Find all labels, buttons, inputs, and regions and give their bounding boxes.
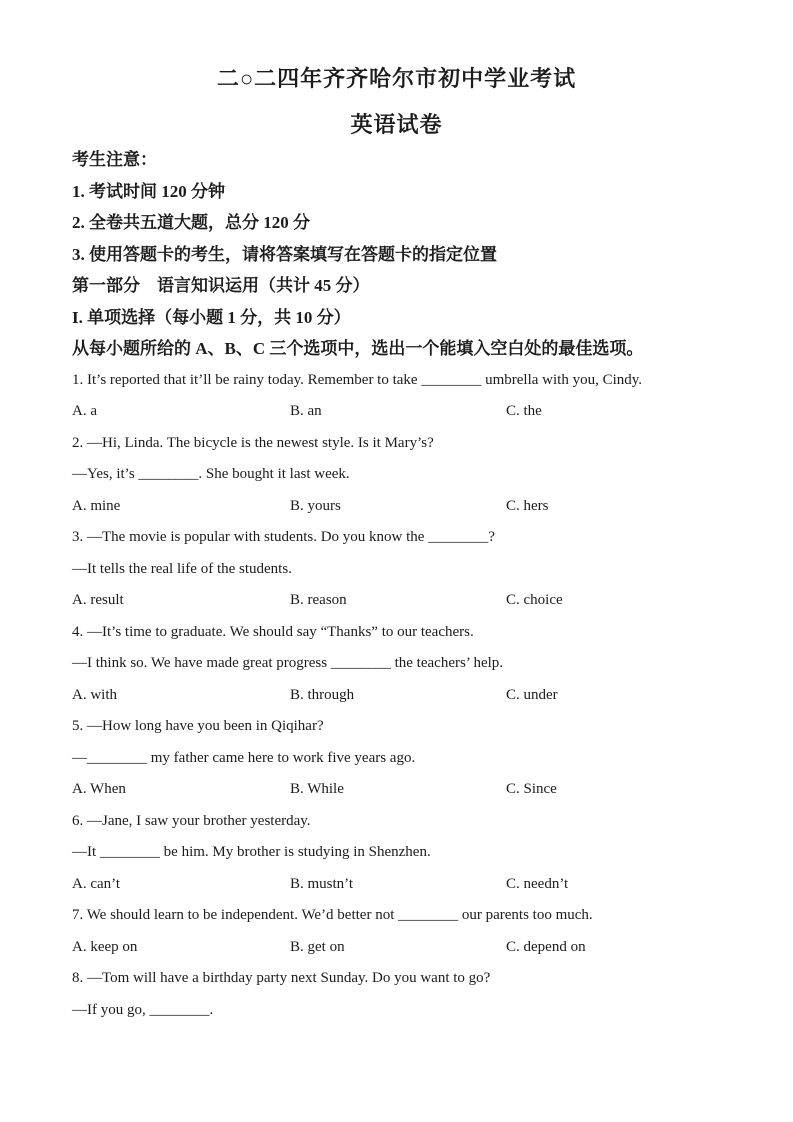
question-3 [72, 522, 743, 617]
option-a: A. can’t [72, 875, 121, 892]
option-c: C. needn’t [506, 875, 569, 892]
question-stem: —________ my father came here to work five years ago. [72, 749, 416, 766]
options-row [72, 491, 743, 523]
question-stem: —I think so. We have made great progress ________ the teachers’ help. [72, 655, 504, 671]
question-5 [72, 711, 743, 806]
question-stem: —It ________ be him. My brother is studying in Shenzhen. [72, 844, 431, 860]
question-stem: 5. —How long have you been in Qiqihar? [72, 718, 324, 734]
option-c: C. Since [506, 781, 557, 797]
option-b: B. mustn’t [290, 875, 354, 892]
question-stem: —If you go, ________. [72, 1001, 214, 1018]
question-stem: 3. —The movie is popular with students. Do you know the ________? [72, 529, 495, 545]
options-row [72, 585, 743, 617]
question-stem: 8. —Tom will have a birthday party next Sunday. Do you want to go? [72, 970, 491, 986]
question-4 [72, 617, 743, 712]
section1-heading: I. 单项选择（每小题 1 分，共 10 分） [72, 307, 351, 327]
option-c: C. the [506, 403, 542, 419]
option-b: B. While [290, 781, 344, 797]
question-stem: 6. —Jane, I saw your brother yesterday. [72, 812, 311, 829]
paper-body [72, 144, 743, 1026]
question-2 [72, 428, 743, 523]
options-row [72, 869, 743, 901]
options-row [72, 774, 743, 806]
option-a: A. When [72, 781, 126, 797]
option-a: A. with [72, 686, 117, 703]
option-b: B. through [290, 686, 355, 703]
question-6 [72, 806, 743, 901]
notice-item-1: 1. 考试时间 120 分钟 [72, 181, 225, 201]
question-stem: —It tells the real life of the students. [72, 560, 292, 577]
option-b: B. get on [290, 938, 345, 955]
part1-heading: 第一部分 语言知识运用（共计 45 分） [72, 276, 370, 295]
option-a: A. keep on [72, 938, 138, 955]
option-c: C. under [506, 686, 558, 703]
options-row [72, 932, 743, 964]
exam-title: 二○二四年齐齐哈尔市初中学业考试 [216, 66, 577, 91]
question-stem: 4. —It’s time to graduate. We should say “Thanks” to our teachers. [72, 623, 474, 640]
question-1 [72, 365, 743, 428]
question-8 [72, 963, 743, 1026]
option-b: B. reason [290, 592, 347, 608]
notice-heading: 考生注意： [72, 150, 157, 169]
question-stem: 7. We should learn to be independent. We’d better not ________ our parents too much. [72, 907, 593, 923]
options-row [72, 680, 743, 712]
question-stem: 2. —Hi, Linda. The bicycle is the newest style. Is it Mary’s? [72, 434, 434, 451]
question-stem: 1. It’s reported that it’ll be rainy today. Remember to take ________ umbrella with you, Cindy. [72, 371, 643, 388]
question-7 [72, 900, 743, 963]
option-a: A. mine [72, 497, 121, 514]
notice-item-3: 3. 使用答题卡的考生，请将答案填写在答题卡的指定位置 [72, 244, 497, 264]
option-c: C. hers [506, 497, 549, 514]
option-a: A. result [72, 592, 124, 608]
question-stem: —Yes, it’s ________. She bought it last week. [72, 466, 350, 482]
section1-instruction: 从每小题所给的 A、B、C 三个选项中，选出一个能填入空白处的最佳选项。 [72, 339, 644, 358]
option-b: B. yours [290, 497, 341, 514]
option-c: C. choice [506, 592, 563, 608]
paper-header [0, 0, 793, 140]
notice-item-2: 2. 全卷共五道大题，总分 120 分 [72, 213, 310, 232]
options-row [72, 396, 743, 428]
option-a: A. a [72, 403, 97, 419]
option-b: B. an [290, 403, 322, 419]
paper-subtitle: 英语试卷 [350, 112, 443, 137]
option-c: C. depend on [506, 938, 586, 955]
